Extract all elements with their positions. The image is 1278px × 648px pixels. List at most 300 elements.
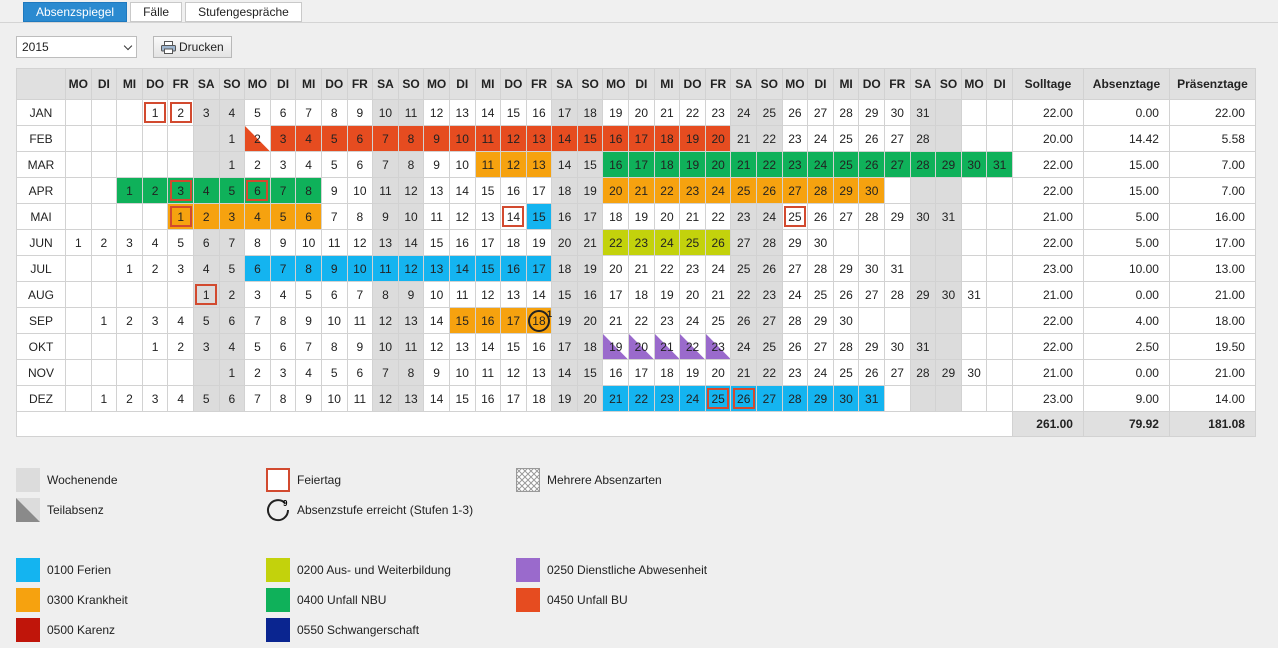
day-cell[interactable]: 5 <box>219 178 245 204</box>
day-cell[interactable]: 8 <box>270 308 296 334</box>
day-cell[interactable]: 15 <box>526 204 552 230</box>
day-cell[interactable]: 22 <box>680 334 706 360</box>
day-cell[interactable]: 23 <box>782 360 808 386</box>
day-cell[interactable]: 21 <box>654 334 680 360</box>
day-cell[interactable]: 24 <box>654 230 680 256</box>
day-cell[interactable]: 8 <box>296 256 322 282</box>
day-cell[interactable]: 21 <box>731 126 757 152</box>
day-cell[interactable] <box>731 386 757 412</box>
day-cell[interactable]: 25 <box>833 360 859 386</box>
day-cell[interactable]: 6 <box>321 282 347 308</box>
day-cell[interactable]: 15 <box>552 282 578 308</box>
day-cell[interactable]: 29 <box>885 204 911 230</box>
day-cell[interactable]: 16 <box>603 126 629 152</box>
day-cell[interactable]: 25 <box>757 100 783 126</box>
day-cell[interactable]: 13 <box>373 230 399 256</box>
day-cell[interactable]: 24 <box>680 308 706 334</box>
print-button[interactable] <box>153 36 232 58</box>
day-cell[interactable]: 15 <box>475 178 501 204</box>
day-cell[interactable]: 12 <box>501 360 527 386</box>
tab-absenzspiegel[interactable]: Absenzspiegel <box>23 2 127 22</box>
day-cell[interactable]: 10 <box>373 334 399 360</box>
day-cell[interactable]: 21 <box>603 308 629 334</box>
day-cell[interactable]: 17 <box>629 126 655 152</box>
day-cell[interactable]: 25 <box>731 178 757 204</box>
day-cell[interactable]: 2 <box>91 230 117 256</box>
day-cell[interactable]: 23 <box>705 100 731 126</box>
day-cell[interactable]: 12 <box>398 178 424 204</box>
day-cell[interactable]: 24 <box>705 256 731 282</box>
day-cell[interactable]: 16 <box>526 100 552 126</box>
day-cell[interactable]: 31 <box>987 152 1013 178</box>
day-cell[interactable]: 11 <box>398 100 424 126</box>
day-cell[interactable]: 28 <box>808 178 834 204</box>
day-cell[interactable]: 22 <box>629 308 655 334</box>
day-cell[interactable]: 27 <box>782 178 808 204</box>
day-cell[interactable]: 20 <box>577 386 603 412</box>
day-cell[interactable]: 23 <box>680 256 706 282</box>
day-cell[interactable]: 14 <box>398 230 424 256</box>
day-cell[interactable]: 12 <box>373 386 399 412</box>
day-cell[interactable]: 14 <box>449 256 475 282</box>
day-cell[interactable]: 20 <box>705 152 731 178</box>
day-cell[interactable]: 20 <box>705 360 731 386</box>
day-cell[interactable]: 6 <box>219 308 245 334</box>
day-cell[interactable]: 4 <box>296 126 322 152</box>
day-cell[interactable]: 13 <box>424 256 450 282</box>
day-cell[interactable]: 7 <box>270 178 296 204</box>
day-cell[interactable]: 9 <box>321 178 347 204</box>
day-cell[interactable]: 13 <box>526 152 552 178</box>
day-cell[interactable] <box>193 282 219 308</box>
day-cell[interactable]: 6 <box>245 256 271 282</box>
day-cell[interactable]: 13 <box>398 386 424 412</box>
day-cell[interactable]: 16 <box>501 178 527 204</box>
day-cell[interactable]: 10 <box>347 256 373 282</box>
day-cell[interactable]: 11 <box>475 126 501 152</box>
day-cell[interactable]: 9 <box>424 152 450 178</box>
day-cell[interactable]: 30 <box>859 178 885 204</box>
day-cell[interactable]: 22 <box>731 282 757 308</box>
day-cell[interactable]: 14 <box>552 152 578 178</box>
day-cell[interactable]: 13 <box>475 204 501 230</box>
day-cell[interactable]: 4 <box>245 204 271 230</box>
day-cell[interactable]: 15 <box>424 230 450 256</box>
day-cell[interactable]: 25 <box>808 282 834 308</box>
day-cell[interactable]: 25 <box>757 334 783 360</box>
day-cell[interactable]: 21 <box>731 360 757 386</box>
day-cell[interactable]: 6 <box>193 230 219 256</box>
day-cell[interactable]: 13 <box>526 360 552 386</box>
day-cell[interactable]: 28 <box>833 334 859 360</box>
day-cell[interactable]: 21 <box>705 282 731 308</box>
day-cell[interactable]: 2 <box>219 282 245 308</box>
day-cell[interactable]: 29 <box>833 256 859 282</box>
day-cell[interactable]: 17 <box>526 178 552 204</box>
day-cell[interactable]: 21 <box>680 204 706 230</box>
day-cell[interactable] <box>501 204 527 230</box>
day-cell[interactable]: 10 <box>321 308 347 334</box>
day-cell[interactable]: 19 <box>577 178 603 204</box>
day-cell[interactable]: 5 <box>193 308 219 334</box>
day-cell[interactable]: 18 <box>577 334 603 360</box>
day-cell[interactable]: 1 <box>219 152 245 178</box>
day-cell[interactable]: 1 <box>117 256 143 282</box>
day-cell[interactable]: 9 <box>321 256 347 282</box>
day-cell[interactable]: 8 <box>398 360 424 386</box>
day-cell[interactable]: 29 <box>833 178 859 204</box>
day-cell[interactable]: 3 <box>270 360 296 386</box>
day-cell[interactable]: 7 <box>245 386 271 412</box>
day-cell[interactable]: 21 <box>731 152 757 178</box>
day-cell[interactable]: 10 <box>449 126 475 152</box>
day-cell[interactable]: 7 <box>270 256 296 282</box>
day-cell[interactable]: 29 <box>936 360 962 386</box>
day-cell[interactable]: 31 <box>936 204 962 230</box>
day-cell[interactable]: 28 <box>757 230 783 256</box>
day-cell[interactable]: 21 <box>629 178 655 204</box>
day-cell[interactable]: 13 <box>526 126 552 152</box>
day-cell[interactable]: 6 <box>219 386 245 412</box>
day-cell[interactable]: 3 <box>117 230 143 256</box>
day-cell[interactable]: 28 <box>910 126 936 152</box>
day-cell[interactable]: 14 <box>424 386 450 412</box>
day-cell[interactable]: 17 <box>552 100 578 126</box>
day-cell[interactable]: 7 <box>347 282 373 308</box>
day-cell[interactable]: 20 <box>603 178 629 204</box>
day-cell[interactable]: 10 <box>398 204 424 230</box>
day-cell[interactable]: 7 <box>296 334 322 360</box>
day-cell[interactable]: 3 <box>219 204 245 230</box>
day-cell[interactable]: 1 <box>219 126 245 152</box>
day-cell[interactable]: 23 <box>629 230 655 256</box>
day-cell[interactable]: 2 <box>168 334 194 360</box>
day-cell[interactable]: 7 <box>296 100 322 126</box>
day-cell[interactable]: 12 <box>424 334 450 360</box>
day-cell[interactable]: 17 <box>552 334 578 360</box>
day-cell[interactable]: 26 <box>731 308 757 334</box>
day-cell[interactable]: 15 <box>449 308 475 334</box>
day-cell[interactable]: 10 <box>424 282 450 308</box>
day-cell[interactable] <box>168 178 194 204</box>
day-cell[interactable]: 29 <box>859 100 885 126</box>
day-cell[interactable]: 22 <box>654 178 680 204</box>
day-cell[interactable]: 29 <box>859 334 885 360</box>
day-cell[interactable]: 17 <box>475 230 501 256</box>
day-cell[interactable]: 9 <box>398 282 424 308</box>
day-cell[interactable] <box>142 100 168 126</box>
day-cell[interactable]: 16 <box>577 282 603 308</box>
day-cell[interactable]: 5 <box>168 230 194 256</box>
day-cell[interactable]: 5 <box>270 204 296 230</box>
day-cell[interactable]: 7 <box>373 126 399 152</box>
day-cell[interactable]: 24 <box>731 100 757 126</box>
day-cell[interactable]: 30 <box>961 360 987 386</box>
day-cell[interactable]: 5 <box>296 282 322 308</box>
day-cell[interactable]: 17 <box>501 308 527 334</box>
day-cell[interactable]: 11 <box>321 230 347 256</box>
day-cell[interactable]: 15 <box>501 100 527 126</box>
day-cell[interactable]: 8 <box>373 282 399 308</box>
day-cell[interactable]: 24 <box>757 204 783 230</box>
day-cell[interactable]: 14 <box>475 334 501 360</box>
day-cell[interactable]: 2 <box>117 308 143 334</box>
day-cell[interactable]: 6 <box>347 126 373 152</box>
day-cell[interactable]: 30 <box>833 308 859 334</box>
day-cell[interactable]: 3 <box>270 152 296 178</box>
day-cell[interactable]: 23 <box>654 308 680 334</box>
day-cell[interactable]: 4 <box>219 334 245 360</box>
day-cell[interactable]: 11 <box>373 178 399 204</box>
day-cell[interactable]: 9 <box>296 386 322 412</box>
day-cell[interactable]: 5 <box>193 386 219 412</box>
day-cell[interactable]: 16 <box>475 386 501 412</box>
day-cell[interactable]: 12 <box>424 100 450 126</box>
day-cell[interactable]: 4 <box>168 386 194 412</box>
day-cell[interactable]: 31 <box>859 386 885 412</box>
day-cell[interactable]: 30 <box>885 100 911 126</box>
day-cell[interactable]: 17 <box>501 386 527 412</box>
day-cell[interactable]: 31 <box>961 282 987 308</box>
day-cell[interactable]: 11 <box>475 152 501 178</box>
day-cell[interactable]: 5 <box>321 360 347 386</box>
day-cell[interactable]: 5 <box>245 100 271 126</box>
day-cell[interactable]: 4 <box>270 282 296 308</box>
day-cell[interactable]: 2 <box>245 360 271 386</box>
day-cell[interactable]: 7 <box>373 360 399 386</box>
day-cell[interactable]: 29 <box>808 308 834 334</box>
day-cell[interactable]: 23 <box>680 178 706 204</box>
day-cell[interactable]: 7 <box>219 230 245 256</box>
day-cell[interactable]: 20 <box>654 204 680 230</box>
day-cell[interactable]: 21 <box>629 256 655 282</box>
day-cell[interactable]: 5 <box>219 256 245 282</box>
day-cell[interactable]: 8 <box>398 126 424 152</box>
day-cell[interactable]: 28 <box>910 360 936 386</box>
day-cell[interactable]: 19 <box>603 334 629 360</box>
day-cell[interactable]: 21 <box>577 230 603 256</box>
day-cell[interactable]: 27 <box>808 100 834 126</box>
day-cell[interactable]: 7 <box>245 308 271 334</box>
day-cell[interactable]: 29 <box>808 386 834 412</box>
day-cell[interactable]: 14 <box>552 360 578 386</box>
day-cell[interactable]: 30 <box>808 230 834 256</box>
day-cell[interactable]: 19 <box>603 100 629 126</box>
day-cell[interactable]: 19 <box>552 308 578 334</box>
day-cell[interactable]: 26 <box>782 334 808 360</box>
year-select[interactable] <box>16 36 137 58</box>
day-cell[interactable]: 3 <box>142 308 168 334</box>
day-cell[interactable]: 7 <box>321 204 347 230</box>
day-cell[interactable]: 10 <box>296 230 322 256</box>
day-cell[interactable]: 8 <box>270 386 296 412</box>
day-cell[interactable]: 26 <box>782 100 808 126</box>
day-cell[interactable]: 23 <box>782 152 808 178</box>
day-cell[interactable]: 6 <box>270 100 296 126</box>
day-cell[interactable]: 27 <box>757 308 783 334</box>
day-cell[interactable]: 12 <box>501 126 527 152</box>
day-cell[interactable]: 18 <box>552 178 578 204</box>
day-cell[interactable]: 13 <box>449 334 475 360</box>
day-cell[interactable]: 10 <box>321 386 347 412</box>
day-cell[interactable]: 26 <box>705 230 731 256</box>
day-cell[interactable]: 28 <box>885 282 911 308</box>
day-cell[interactable]: 26 <box>757 256 783 282</box>
day-cell[interactable]: 4 <box>193 178 219 204</box>
day-cell[interactable]: 26 <box>757 178 783 204</box>
day-cell[interactable]: 27 <box>782 256 808 282</box>
day-cell[interactable]: 25 <box>705 308 731 334</box>
day-cell[interactable]: 31 <box>885 256 911 282</box>
day-cell[interactable]: 13 <box>501 282 527 308</box>
day-cell[interactable]: 28 <box>833 100 859 126</box>
day-cell[interactable]: 4 <box>142 230 168 256</box>
day-cell[interactable]: 30 <box>910 204 936 230</box>
day-cell[interactable]: 14 <box>526 282 552 308</box>
day-cell[interactable]: 20 <box>680 282 706 308</box>
day-cell[interactable]: 27 <box>833 204 859 230</box>
day-cell[interactable]: 28 <box>859 204 885 230</box>
day-cell[interactable]: 17 <box>603 282 629 308</box>
day-cell[interactable]: 14 <box>449 178 475 204</box>
day-cell[interactable]: 22 <box>757 360 783 386</box>
day-cell[interactable]: 2 <box>142 178 168 204</box>
day-cell[interactable]: 3 <box>168 256 194 282</box>
day-cell[interactable]: 24 <box>808 152 834 178</box>
day-cell[interactable]: 8 <box>321 100 347 126</box>
day-cell[interactable]: 2 <box>193 204 219 230</box>
tab-stufengespraeche[interactable]: Stufengespräche <box>185 2 302 22</box>
day-cell[interactable]: 16 <box>501 256 527 282</box>
day-cell[interactable]: 3 <box>270 126 296 152</box>
day-cell[interactable]: 17 <box>577 204 603 230</box>
day-cell[interactable]: 27 <box>885 360 911 386</box>
day-cell[interactable]: 24 <box>731 334 757 360</box>
day-cell[interactable]: 15 <box>501 334 527 360</box>
day-cell[interactable]: 11 <box>347 308 373 334</box>
day-cell[interactable]: 18 <box>526 386 552 412</box>
day-cell[interactable]: 1 <box>142 334 168 360</box>
day-cell[interactable]: 23 <box>705 334 731 360</box>
day-cell[interactable]: 2 <box>117 386 143 412</box>
day-cell[interactable]: 10 <box>347 178 373 204</box>
day-cell[interactable]: 17 <box>526 256 552 282</box>
day-cell[interactable]: 23 <box>731 204 757 230</box>
day-cell[interactable]: 16 <box>603 152 629 178</box>
day-cell[interactable]: 25 <box>680 230 706 256</box>
day-cell[interactable]: 3 <box>193 334 219 360</box>
day-cell[interactable]: 1 <box>219 360 245 386</box>
day-cell[interactable]: 28 <box>782 308 808 334</box>
day-cell[interactable]: 11 <box>475 360 501 386</box>
day-cell[interactable]: 27 <box>731 230 757 256</box>
day-cell[interactable]: 4 <box>219 100 245 126</box>
day-cell[interactable]: 10 <box>449 152 475 178</box>
day-cell[interactable]: 2 <box>142 256 168 282</box>
day-cell[interactable]: 19 <box>577 256 603 282</box>
day-cell[interactable]: 23 <box>757 282 783 308</box>
day-cell[interactable]: 12 <box>449 204 475 230</box>
day-cell[interactable]: 20 <box>629 100 655 126</box>
day-cell[interactable]: 19 <box>680 152 706 178</box>
day-cell[interactable] <box>705 386 731 412</box>
day-cell[interactable]: 30 <box>961 152 987 178</box>
day-cell[interactable]: 15 <box>449 386 475 412</box>
day-cell[interactable]: 4 <box>296 152 322 178</box>
day-cell[interactable] <box>168 100 194 126</box>
day-cell[interactable]: 24 <box>808 126 834 152</box>
day-cell[interactable]: 23 <box>782 126 808 152</box>
day-cell[interactable]: 9 <box>347 100 373 126</box>
day-cell[interactable]: 22 <box>629 386 655 412</box>
day-cell[interactable]: 22 <box>654 256 680 282</box>
day-cell[interactable]: 18 <box>501 230 527 256</box>
day-cell[interactable]: 27 <box>885 126 911 152</box>
day-cell[interactable]: 7 <box>373 152 399 178</box>
day-cell[interactable]: 14 <box>475 100 501 126</box>
day-cell[interactable]: 8 <box>296 178 322 204</box>
day-cell[interactable]: 20 <box>629 334 655 360</box>
day-cell[interactable]: 8 <box>321 334 347 360</box>
day-cell[interactable]: 19 <box>629 204 655 230</box>
day-cell[interactable]: 18 <box>654 360 680 386</box>
day-cell[interactable]: 20 <box>577 308 603 334</box>
day-cell[interactable]: 29 <box>782 230 808 256</box>
day-cell[interactable]: 9 <box>373 204 399 230</box>
day-cell[interactable]: 8 <box>245 230 271 256</box>
day-cell[interactable]: 4 <box>193 256 219 282</box>
day-cell[interactable]: 3 <box>142 386 168 412</box>
day-cell[interactable]: 25 <box>731 256 757 282</box>
day-cell[interactable]: 15 <box>577 360 603 386</box>
day-cell[interactable] <box>526 308 552 334</box>
day-cell[interactable]: 22 <box>705 204 731 230</box>
day-cell[interactable]: 1 <box>66 230 92 256</box>
day-cell[interactable]: 11 <box>373 256 399 282</box>
day-cell[interactable]: 9 <box>296 308 322 334</box>
day-cell[interactable]: 18 <box>577 100 603 126</box>
day-cell[interactable]: 9 <box>347 334 373 360</box>
day-cell[interactable]: 25 <box>833 126 859 152</box>
day-cell[interactable]: 24 <box>782 282 808 308</box>
day-cell[interactable]: 16 <box>603 360 629 386</box>
day-cell[interactable]: 14 <box>552 126 578 152</box>
day-cell[interactable]: 6 <box>347 360 373 386</box>
day-cell[interactable]: 30 <box>936 282 962 308</box>
day-cell[interactable]: 21 <box>654 100 680 126</box>
day-cell[interactable]: 29 <box>910 282 936 308</box>
day-cell[interactable]: 4 <box>168 308 194 334</box>
day-cell[interactable]: 24 <box>680 386 706 412</box>
day-cell[interactable]: 26 <box>859 126 885 152</box>
day-cell[interactable]: 3 <box>193 100 219 126</box>
day-cell[interactable]: 18 <box>654 126 680 152</box>
day-cell[interactable]: 10 <box>449 360 475 386</box>
day-cell[interactable]: 24 <box>808 360 834 386</box>
day-cell[interactable]: 13 <box>398 308 424 334</box>
day-cell[interactable]: 24 <box>705 178 731 204</box>
day-cell[interactable]: 22 <box>757 152 783 178</box>
day-cell[interactable]: 11 <box>347 386 373 412</box>
day-cell[interactable]: 16 <box>475 308 501 334</box>
day-cell[interactable]: 12 <box>373 308 399 334</box>
day-cell[interactable]: 9 <box>270 230 296 256</box>
day-cell[interactable]: 2 <box>245 126 271 152</box>
day-cell[interactable]: 20 <box>552 230 578 256</box>
day-cell[interactable]: 27 <box>885 152 911 178</box>
day-cell[interactable]: 18 <box>603 204 629 230</box>
day-cell[interactable]: 22 <box>603 230 629 256</box>
